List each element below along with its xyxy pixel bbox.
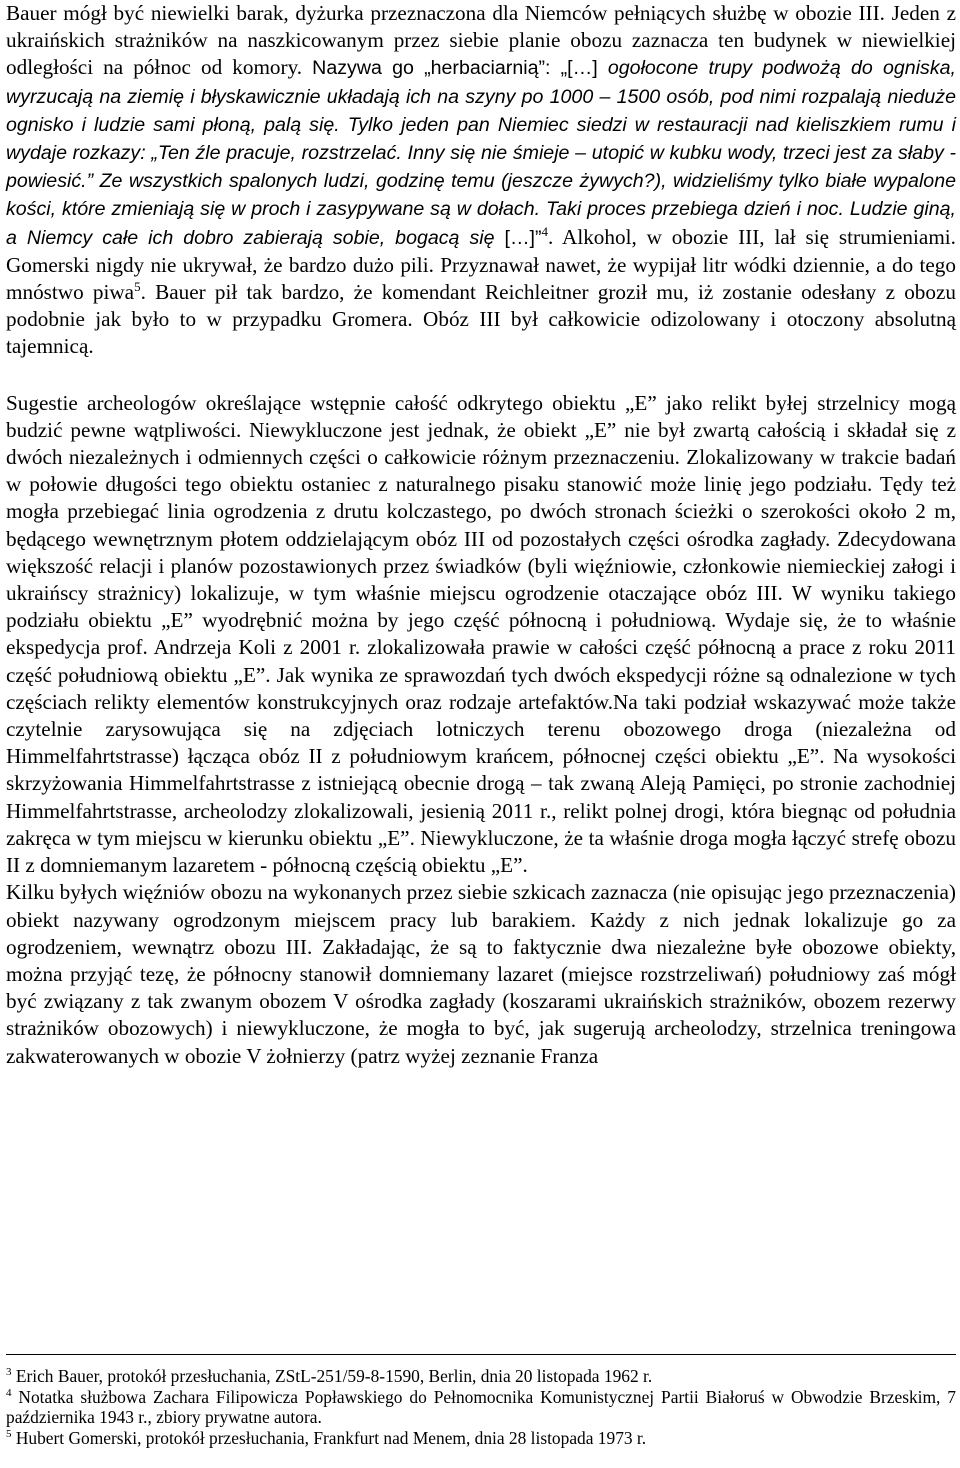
paragraph-1 xyxy=(6,0,956,361)
footnote-text: Hubert Gomerski, protokół przesłuchania, Frankfurt nad Menem, dnia 28 listopada 1973 r. xyxy=(11,1427,647,1448)
footnotes xyxy=(6,1366,956,1448)
footnote-5 xyxy=(6,1428,956,1449)
quote-end: […]” xyxy=(504,226,542,249)
footnote-number: 5 xyxy=(6,1427,12,1440)
footnote-ref-4[interactable]: 4 xyxy=(541,223,549,239)
footnote-text: Notatka służbowa Zachara Filipowicza Popławskiego do Pełnomocnika Komunistycznej Partii Białoruś w Obwodzie Brzeskim, 7 października 1943 r., zbiory prywatne autora. xyxy=(6,1386,956,1428)
paragraph-3: Kilku byłych więźniów obozu na wykonanych przez siebie szkicach zaznacza (nie opisując jego przeznaczenia) obiekt nazywany ogrodzonym miejscem pracy lub barakiem. Każdy z nich jednak lokalizuje go za ogrodzeniem, wewnątrz obozu III. Zakładając, że są to faktycznie dwa niezależne byłe obozowe obiekty, można przyjąć tezę, że północny stanowił domniemany lazaret (miejsce rozstrzeliwań) południowy zaś mógł być związany z tak zwanym obozem V ośrodka zagłady (koszarami ukraińskich strażników, obozem rezerwy strażników obozowych) i niewykluczone, że mogła to być, jak sugerują archeolodzy, strzelnica treningowa zakwaterowanych w obozie V żołnierzy (patrz wyżej zeznanie Franza xyxy=(6,880,956,1068)
footnote-4 xyxy=(6,1387,956,1428)
paragraph-1-text-d: . Bauer pił tak bardzo, że komendant Reichleitner groził mu, iż zostanie odesłany z obozu podobnie jak było to w przypadku Gromera. Obóz III był całkowicie odizolowany i otoczony absolutną tajemnicą. xyxy=(6,280,956,359)
footnote-ref-5[interactable]: 5 xyxy=(134,278,141,294)
quote-italic: ogołocone trupy podwożą do ogniska, wyrzucają na ziemię i błyskawicznie układają ich na szyny po 1000 – 1500 osób, pod nimi rozpalają nieduże ognisko i ludzie sami płoną, palą się. Tylko jeden pan Niemiec siedzi w restauracji nad kieliszkiem rumu i wydaje rozkazy: „Ten źle pracuje, rozstrzelać. Inny się nie śmieje – utopić w kubku wody, trzeci jest za słaby - powiesić.” Ze wszystkich spalonych ludzi, godzinę temu (jeszcze żywych?), widzieliśmy tylko białe wypalone kości, które zmieniają się w proch i zasypywane są w dołach. Taki proces przebiega dzień i noc. Ludzie giną, a Niemcy całe ich dobro zabierają sobie, bogacą się xyxy=(6,57,956,249)
footnote-text: Erich Bauer, protokół przesłuchania, ZStL-251/59-8-1590, Berlin, dnia 20 listopada 1962 r. xyxy=(11,1366,653,1386)
footnote-3 xyxy=(6,1366,956,1387)
document-body xyxy=(6,0,956,1070)
paragraph-1-text-c: . Alkohol, w obozie III, lał się strumieniami. Gomerski nigdy nie ukrywał, że bardzo dużo pili. Przyznawał nawet, że wypijał litr wódki dziennie, a do tego mnóstwo piwa xyxy=(6,224,956,305)
paragraph-2: Sugestie archeologów określające wstępnie całość odkrytego obiektu „E” jako relikt byłej strzelnicy mogą budzić pewne wątpliwości. Niewykluczone jest jednak, że obiekt „E” nie był zwartą całością i składał się z dwóch niezależnych i odmiennych części o całkowicie różnym przeznaczeniu. Zlokalizowany w trakcie badań w połowie długości tego obiektu ostaniec z naturalnego pisaku stanowić może linię jego podziału. Tędy też mogła przebiegać linia ogrodzenia z drutu kolczastego, po dwóch stronach ścieżki o szerokości około 2 m, będącego wewnętrznym płotem oddzielającym obóz III od pozostałych części ośrodka zagłady. Zdecydowana większość relacji i planów pozostawionych przez świadków (byli więźniowie, członkowie niemieckiej załogi i ukraińscy strażnicy) lokalizuje, w tym właśnie miejscu ogrodzenie otaczające obóz III. W wyniku takiego podziału obiektu „E” wyodrębnić można by jego część północną i południową. Wydaje się, że to właśnie ekspedycja prof. Andrzeja Koli z 2001 r. zlokalizowała prawie w całości część północną a prace z roku 2011 część południową obiektu „E”. Jak wynika ze sprawozdań tych dwóch ekspedycji różne są odnalezione w tych częściach relikty elementów konstrukcyjnych oraz rodzaje artefaktów.Na taki podział wskazywać może także czytelnie zarysowująca się na zdjęciach lotniczych terenu obozowego droga (niezależna od Himmelfahrtstrasse) łącząca obóz II z południowym krańcem, północnej części obiektu „E”. Na wysokości skrzyżowania Himmelfahrtstrasse z istniejącą obecnie drogą – tak zwaną Aleją Pamięci, po stronie zachodniej Himmelfahrtstrasse, archeolodzy zlokalizowali, jesienią 2011 r., relikt polnej drogi, która biegnąc od południa zakręca w tym miejscu w kierunku obiektu „E”. Niewykluczone, że ta właśnie droga mogła łączyć strefę obozu II z domniemanym lazaretem - północną częścią obiektu „E”. xyxy=(6,390,956,878)
footnote-number: 3 xyxy=(6,1366,12,1379)
paragraph-1-text-a: Bauer mógł być niewielki barak, dyżurka przeznaczona dla Niemców pełniących służbę w obozie III. Jeden z ukraińskich strażników na naszkicowanym przez siebie planie obozu zaznacza ten budynek w niewielkiej odległości na północ od komory. xyxy=(6,1,956,80)
footnote-separator xyxy=(6,1354,956,1355)
footnote-number: 4 xyxy=(6,1386,12,1399)
paragraph-1-text-b: Nazywa go „herbaciarnią”: „[…] xyxy=(312,57,608,80)
